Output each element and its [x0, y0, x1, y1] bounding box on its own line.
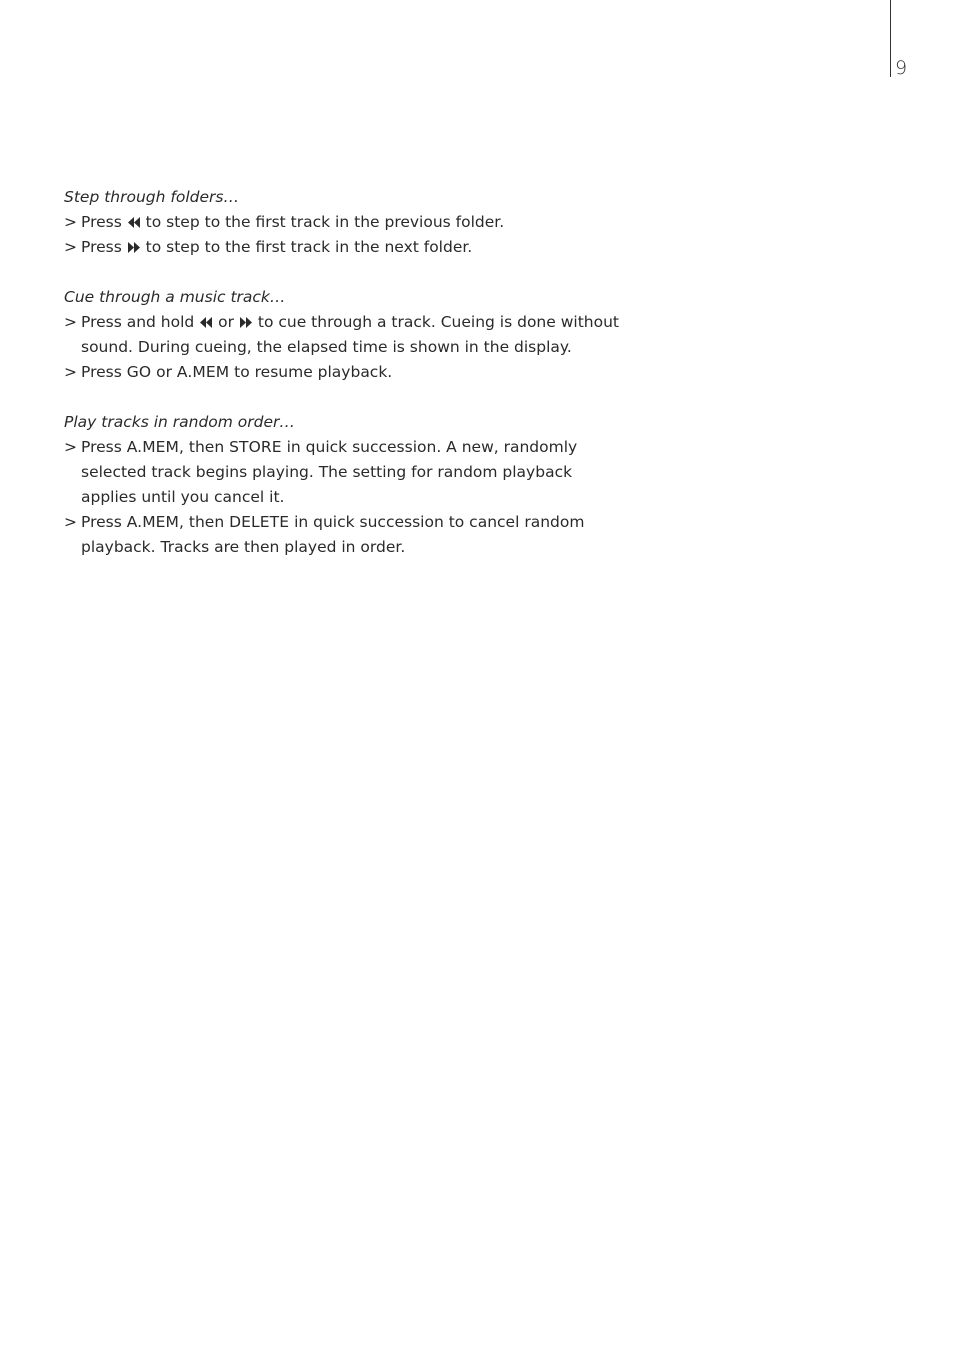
- step-marker: >: [64, 213, 77, 231]
- fast-forward-icon: [239, 317, 253, 328]
- section-heading: Step through folders…: [64, 188, 239, 206]
- instruction-step: [64, 435, 624, 510]
- section-heading: Cue through a music track…: [64, 288, 286, 306]
- step-text: in quick succession to cancel random playback. Tracks are then played in order.: [81, 513, 585, 556]
- step-marker: >: [64, 238, 77, 256]
- step-text: to step to the first track in the next folder.: [145, 238, 473, 256]
- step-text: , then: [179, 438, 225, 456]
- step-text: in quick succession. A new, randomly selected track begins playing. The setting for random playback applies until you cancel it.: [81, 438, 578, 506]
- instruction-step: [64, 510, 624, 560]
- section-cue-through-track: [64, 285, 624, 385]
- step-marker: >: [64, 313, 77, 331]
- instruction-step: [64, 210, 624, 235]
- rewind-icon: [127, 217, 141, 228]
- step-text: to cue through a track. Cueing is done without sound. During cueing, the elapsed time is shown in the display.: [81, 313, 619, 356]
- step-marker: >: [64, 438, 77, 456]
- instructions-content: [64, 185, 624, 585]
- instruction-step: [64, 310, 624, 360]
- page-number: 9: [895, 57, 908, 79]
- button-name-amem: A.MEM: [126, 513, 180, 531]
- button-name-store: STORE: [229, 438, 282, 456]
- step-text: Press: [81, 513, 122, 531]
- instruction-step: [64, 360, 624, 385]
- step-text: , then: [179, 513, 225, 531]
- section-random-order: [64, 410, 624, 560]
- step-text: Press: [81, 238, 122, 256]
- section-heading: Play tracks in random order…: [64, 413, 295, 431]
- step-text: or: [218, 313, 234, 331]
- step-text: Press: [81, 438, 122, 456]
- instruction-step: [64, 235, 624, 260]
- step-text: or: [156, 363, 172, 381]
- fast-forward-icon: [127, 242, 141, 253]
- button-name-amem: A.MEM: [126, 438, 180, 456]
- step-text: Press: [81, 363, 122, 381]
- button-name-delete: DELETE: [229, 513, 290, 531]
- step-text: Press and hold: [81, 313, 195, 331]
- button-name-go: GO: [126, 363, 152, 381]
- step-marker: >: [64, 363, 77, 381]
- page-margin-rule: [890, 0, 891, 77]
- step-text: to resume playback.: [234, 363, 393, 381]
- step-text: Press: [81, 213, 122, 231]
- section-step-through-folders: [64, 185, 624, 260]
- rewind-icon: [199, 317, 213, 328]
- step-text: to step to the first track in the previous folder.: [145, 213, 505, 231]
- button-name-amem: A.MEM: [176, 363, 230, 381]
- step-marker: >: [64, 513, 77, 531]
